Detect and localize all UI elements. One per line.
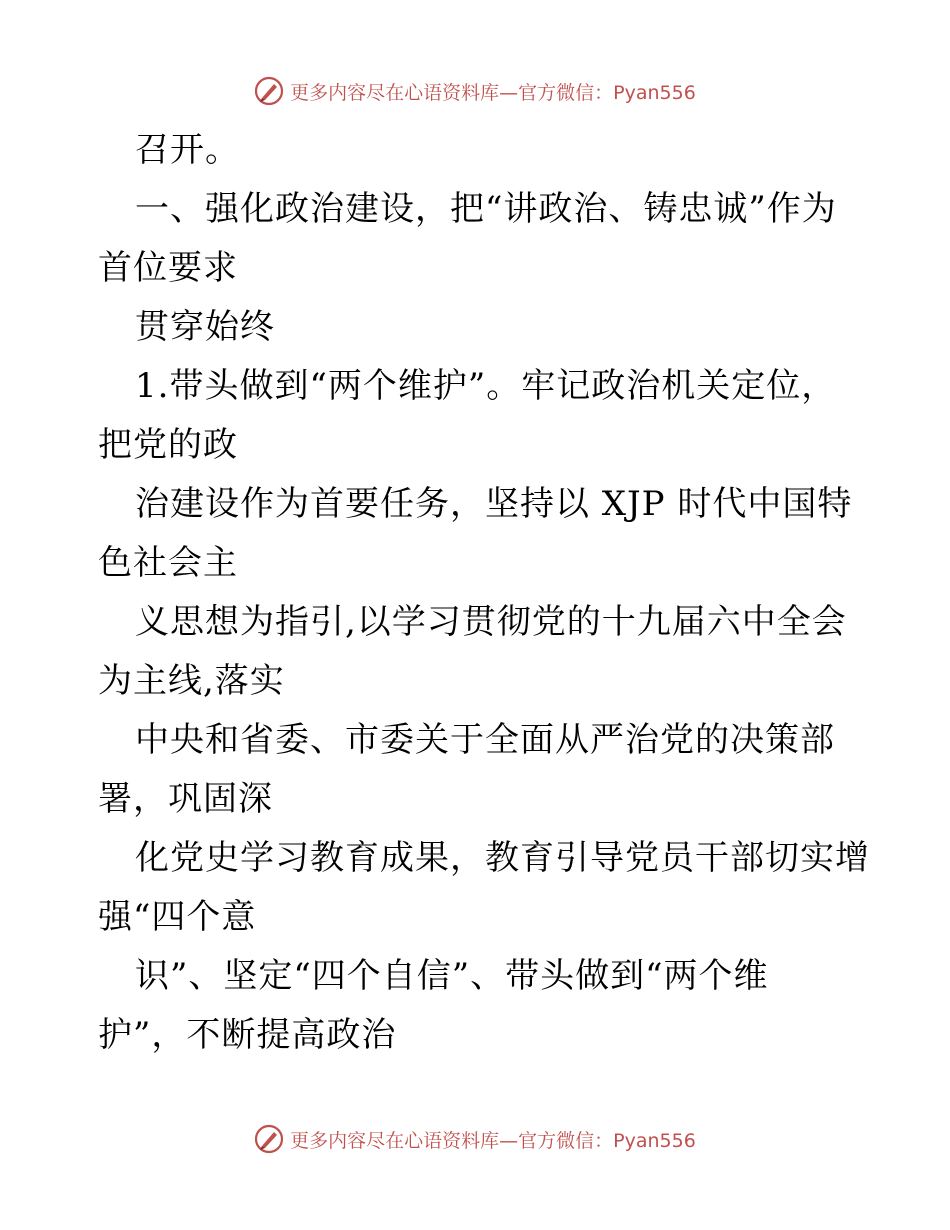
text-line: 召开。 — [135, 130, 240, 170]
document-body — [98, 121, 870, 1065]
header-banner — [0, 71, 950, 111]
text-line: 护”，不断提高政治 — [98, 1015, 397, 1055]
text-line: 治建设作为首要任务，坚持以 XJP 时代中国特 — [135, 484, 853, 524]
text-line: 把党的政 — [98, 425, 238, 465]
section-heading: 一、强化政治建设，把“讲政治、铸忠诚”作为 — [135, 189, 837, 229]
text-line: 中央和省委、市委关于全面从严治党的决策部 — [135, 720, 835, 760]
banner-text: 更多内容尽在心语资料库—官方微信：Pyan556 — [290, 1129, 696, 1152]
text-line: 首位要求 — [98, 248, 238, 288]
text-line: 义思想为指引,以学习贯彻党的十九届六中全会 — [135, 602, 847, 642]
banner-text: 更多内容尽在心语资料库—官方微信：Pyan556 — [290, 81, 696, 104]
text-line: 识”、坚定“四个自信”、带头做到“两个维 — [135, 956, 769, 996]
text-line: 色社会主 — [98, 543, 238, 583]
text-line: 贯穿始终 — [135, 307, 275, 347]
text-line: 1.带头做到“两个维护”。牢记政治机关定位， — [135, 366, 837, 406]
text-line: 强“四个意 — [98, 897, 257, 937]
footer-banner — [0, 1119, 950, 1159]
text-line: 化党史学习教育成果，教育引导党员干部切实增 — [135, 838, 870, 878]
text-line: 署，巩固深 — [98, 779, 273, 819]
quill-logo-icon — [254, 76, 284, 106]
text-line: 为主线,落实 — [98, 661, 285, 701]
quill-logo-icon — [254, 1124, 284, 1154]
